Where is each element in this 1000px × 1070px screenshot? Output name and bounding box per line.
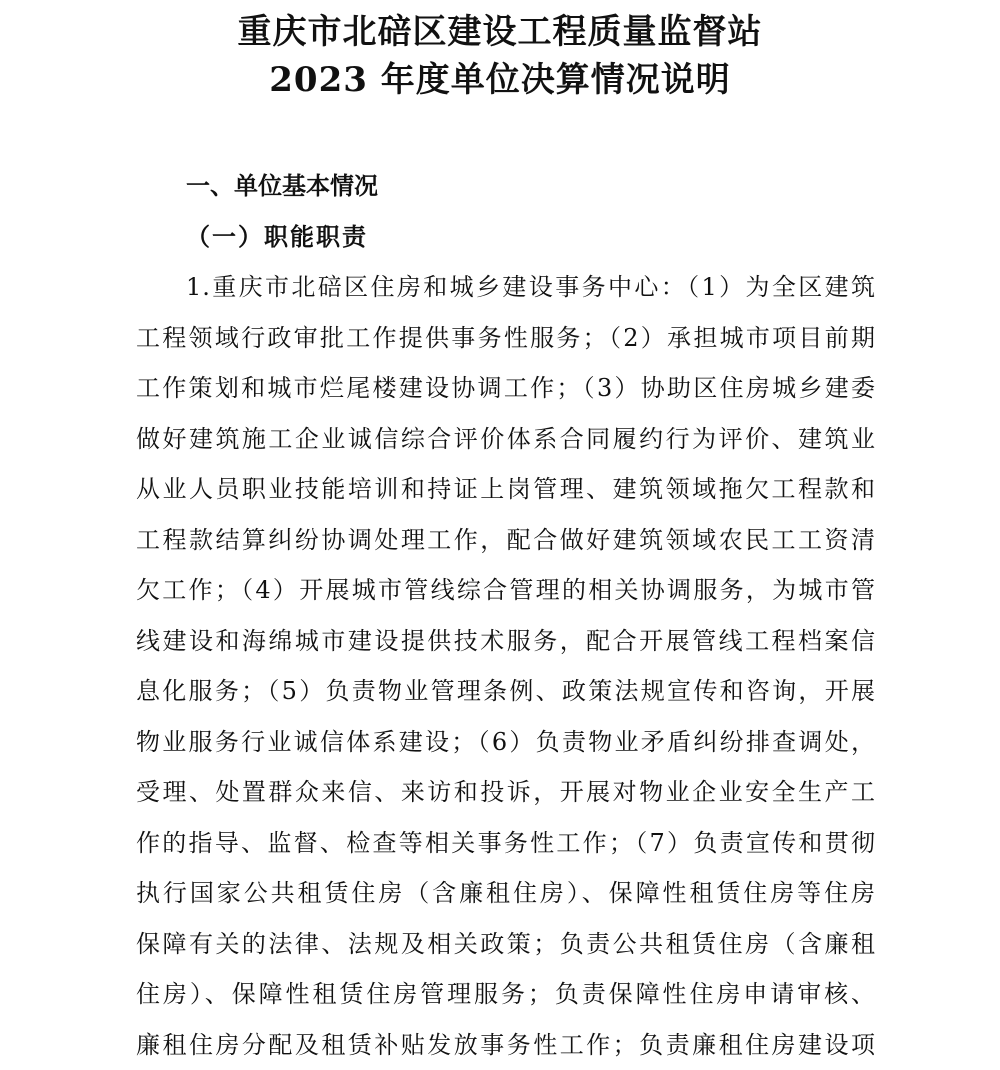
body-paragraph [136,262,876,1070]
paragraph-line: 做好建筑施工企业诚信综合评价体系合同履约行为评价、建筑业 [136,414,876,465]
paragraph-line: 作的指导、监督、检查等相关事务性工作；（7）负责宣传和贯彻 [136,818,876,869]
document-title-line-2: 2023 年度单位决算情况说明 [0,60,1000,100]
paragraph-line: 工程款结算纠纷协调处理工作，配合做好建筑领域农民工工资清 [136,515,876,566]
paragraph-line: 保障有关的法律、法规及相关政策；负责公共租赁住房（含廉租 [136,919,876,970]
paragraph-line: 从业人员职业技能培训和持证上岗管理、建筑领域拖欠工程款和 [136,464,876,515]
document-title-line-1: 重庆市北碚区建设工程质量监督站 [0,12,1000,52]
paragraph-line: 执行国家公共租赁住房（含廉租住房）、保障性租赁住房等住房 [136,868,876,919]
paragraph-line: 工作策划和城市烂尾楼建设协调工作；（3）协助区住房城乡建委 [136,363,876,414]
paragraph-line: 1.重庆市北碚区住房和城乡建设事务中心：（1）为全区建筑 [136,262,876,313]
paragraph-line: 住房）、保障性租赁住房管理服务；负责保障性住房申请审核、 [136,969,876,1020]
paragraph-line: 工程领域行政审批工作提供事务性服务；（2）承担城市项目前期 [136,313,876,364]
paragraph-line: 廉租住房分配及租赁补贴发放事务性工作；负责廉租住房建设项 [136,1020,876,1070]
paragraph-line: 受理、处置群众来信、来访和投诉，开展对物业企业安全生产工 [136,767,876,818]
section-heading: 一、单位基本情况 [186,170,378,202]
paragraph-line: 欠工作；（4）开展城市管线综合管理的相关协调服务，为城市管 [136,565,876,616]
subsection-heading: （一）职能职责 [186,221,368,253]
paragraph-line: 线建设和海绵城市建设提供技术服务，配合开展管线工程档案信 [136,616,876,667]
paragraph-line: 息化服务；（5）负责物业管理条例、政策法规宣传和咨询，开展 [136,666,876,717]
paragraph-line: 物业服务行业诚信体系建设；（6）负责物业矛盾纠纷排查调处， [136,717,876,768]
